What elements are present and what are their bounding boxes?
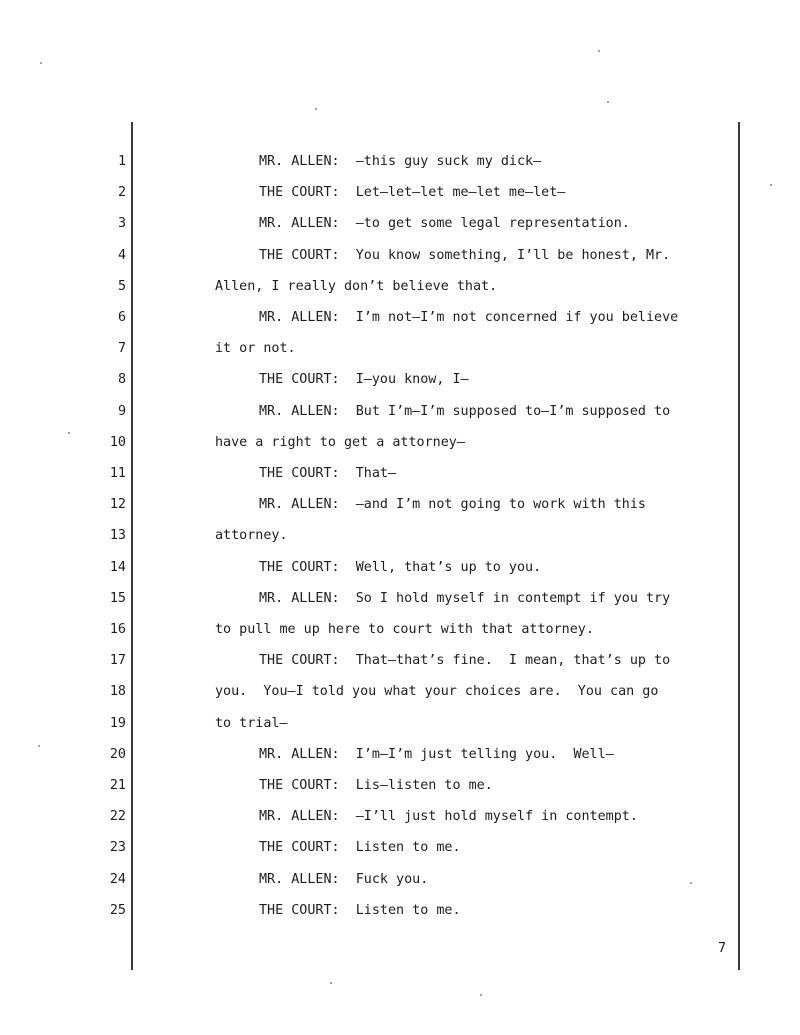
- line-number: 4: [117, 247, 126, 263]
- line-number: 9: [117, 403, 126, 419]
- line-number: 17: [109, 653, 126, 669]
- transcript-line: [0, 899, 800, 923]
- transcript-line: [0, 306, 800, 330]
- transcript-line: [0, 836, 800, 860]
- line-text: THE COURT: Listen to me.: [259, 840, 461, 856]
- line-text: MR. ALLEN: —this guy suck my dick—: [259, 154, 542, 169]
- transcript-line: [0, 337, 800, 361]
- line-text: you. You—I told you what your choices are. You can go: [215, 684, 659, 700]
- transcript-line: [0, 680, 800, 704]
- scan-speck: [330, 982, 332, 984]
- line-number: 16: [109, 622, 126, 637]
- transcript-line: [0, 868, 800, 892]
- transcript-line: [0, 493, 800, 517]
- line-number: 22: [109, 809, 126, 825]
- line-number: 7: [117, 341, 126, 357]
- transcript-line: [0, 587, 800, 611]
- line-number: 1: [117, 154, 126, 169]
- transcript-line: [0, 774, 800, 798]
- transcript-line: [0, 212, 800, 236]
- transcript-line: [0, 400, 800, 424]
- transcript-line: [0, 649, 800, 673]
- line-number: 2: [117, 185, 126, 201]
- line-text: MR. ALLEN: So I hold myself in contempt if you try: [259, 590, 671, 606]
- line-text: MR. ALLEN: I’m not—I’m not concerned if you believe: [259, 310, 679, 325]
- line-number: 19: [109, 715, 126, 731]
- line-number: 18: [109, 684, 126, 700]
- line-text: to pull me up here to court with that attorney.: [215, 622, 594, 637]
- transcript-line: [0, 431, 800, 455]
- scan-speck: [770, 184, 772, 186]
- scan-speck: [480, 994, 482, 996]
- line-number: 13: [109, 528, 126, 544]
- line-number: 10: [109, 434, 126, 450]
- line-text: THE COURT: Listen to me.: [259, 902, 461, 918]
- line-text: it or not.: [215, 341, 296, 357]
- line-number: 15: [109, 590, 126, 606]
- line-text: to trial—: [215, 715, 288, 731]
- line-number: 11: [109, 466, 126, 481]
- scan-speck: [315, 108, 317, 110]
- transcript-line: [0, 805, 800, 829]
- line-text: MR. ALLEN: Fuck you.: [259, 871, 429, 887]
- line-number: 20: [109, 746, 126, 762]
- scan-speck: [607, 101, 609, 103]
- scan-speck: [598, 50, 600, 52]
- line-text: THE COURT: That—that’s fine. I mean, that’s up to: [259, 653, 671, 669]
- line-text: MR. ALLEN: But I’m—I’m supposed to—I’m supposed to: [259, 403, 671, 419]
- scan-speck: [40, 62, 42, 64]
- line-text: Allen, I really don’t believe that.: [215, 278, 498, 294]
- line-number: 6: [117, 310, 126, 325]
- transcript-line: [0, 275, 800, 299]
- line-text: MR. ALLEN: —to get some legal representation.: [259, 216, 630, 232]
- line-number: 5: [117, 278, 126, 294]
- line-text: MR. ALLEN: —and I’m not going to work with this: [259, 497, 646, 513]
- line-text: THE COURT: I—you know, I—: [259, 372, 469, 388]
- line-text: THE COURT: You know something, I’ll be honest, Mr.: [259, 247, 671, 263]
- scan-speck: [38, 745, 40, 747]
- transcript-line: [0, 244, 800, 268]
- scan-speck: [690, 882, 692, 884]
- line-text: THE COURT: Let—let—let me—let me—let—: [259, 185, 566, 201]
- scan-speck: [68, 432, 70, 434]
- transcript-line: [0, 556, 800, 580]
- transcript-line: [0, 368, 800, 392]
- line-number: 8: [117, 372, 126, 388]
- line-text: MR. ALLEN: I’m—I’m just telling you. Well—: [259, 746, 614, 762]
- line-number: 23: [109, 840, 126, 856]
- transcript-line: [0, 181, 800, 205]
- line-text: THE COURT: That—: [259, 466, 397, 481]
- line-text: THE COURT: Well, that’s up to you.: [259, 559, 542, 575]
- line-number: 25: [109, 902, 126, 918]
- line-number: 24: [109, 871, 126, 887]
- transcript-line: [0, 524, 800, 548]
- line-number: 21: [109, 778, 126, 793]
- line-number: 12: [109, 497, 126, 513]
- transcript-line: [0, 150, 800, 174]
- line-number: 3: [117, 216, 126, 232]
- line-text: THE COURT: Lis—listen to me.: [259, 778, 493, 793]
- line-text: have a right to get a attorney—: [215, 434, 465, 450]
- transcript-line: [0, 462, 800, 486]
- transcript-line: [0, 743, 800, 767]
- transcript-line: [0, 712, 800, 736]
- page-number: 7: [717, 941, 726, 956]
- line-text: attorney.: [215, 528, 288, 544]
- line-number: 14: [109, 559, 126, 575]
- transcript-line: [0, 618, 800, 642]
- line-text: MR. ALLEN: —I’ll just hold myself in contempt.: [259, 809, 638, 825]
